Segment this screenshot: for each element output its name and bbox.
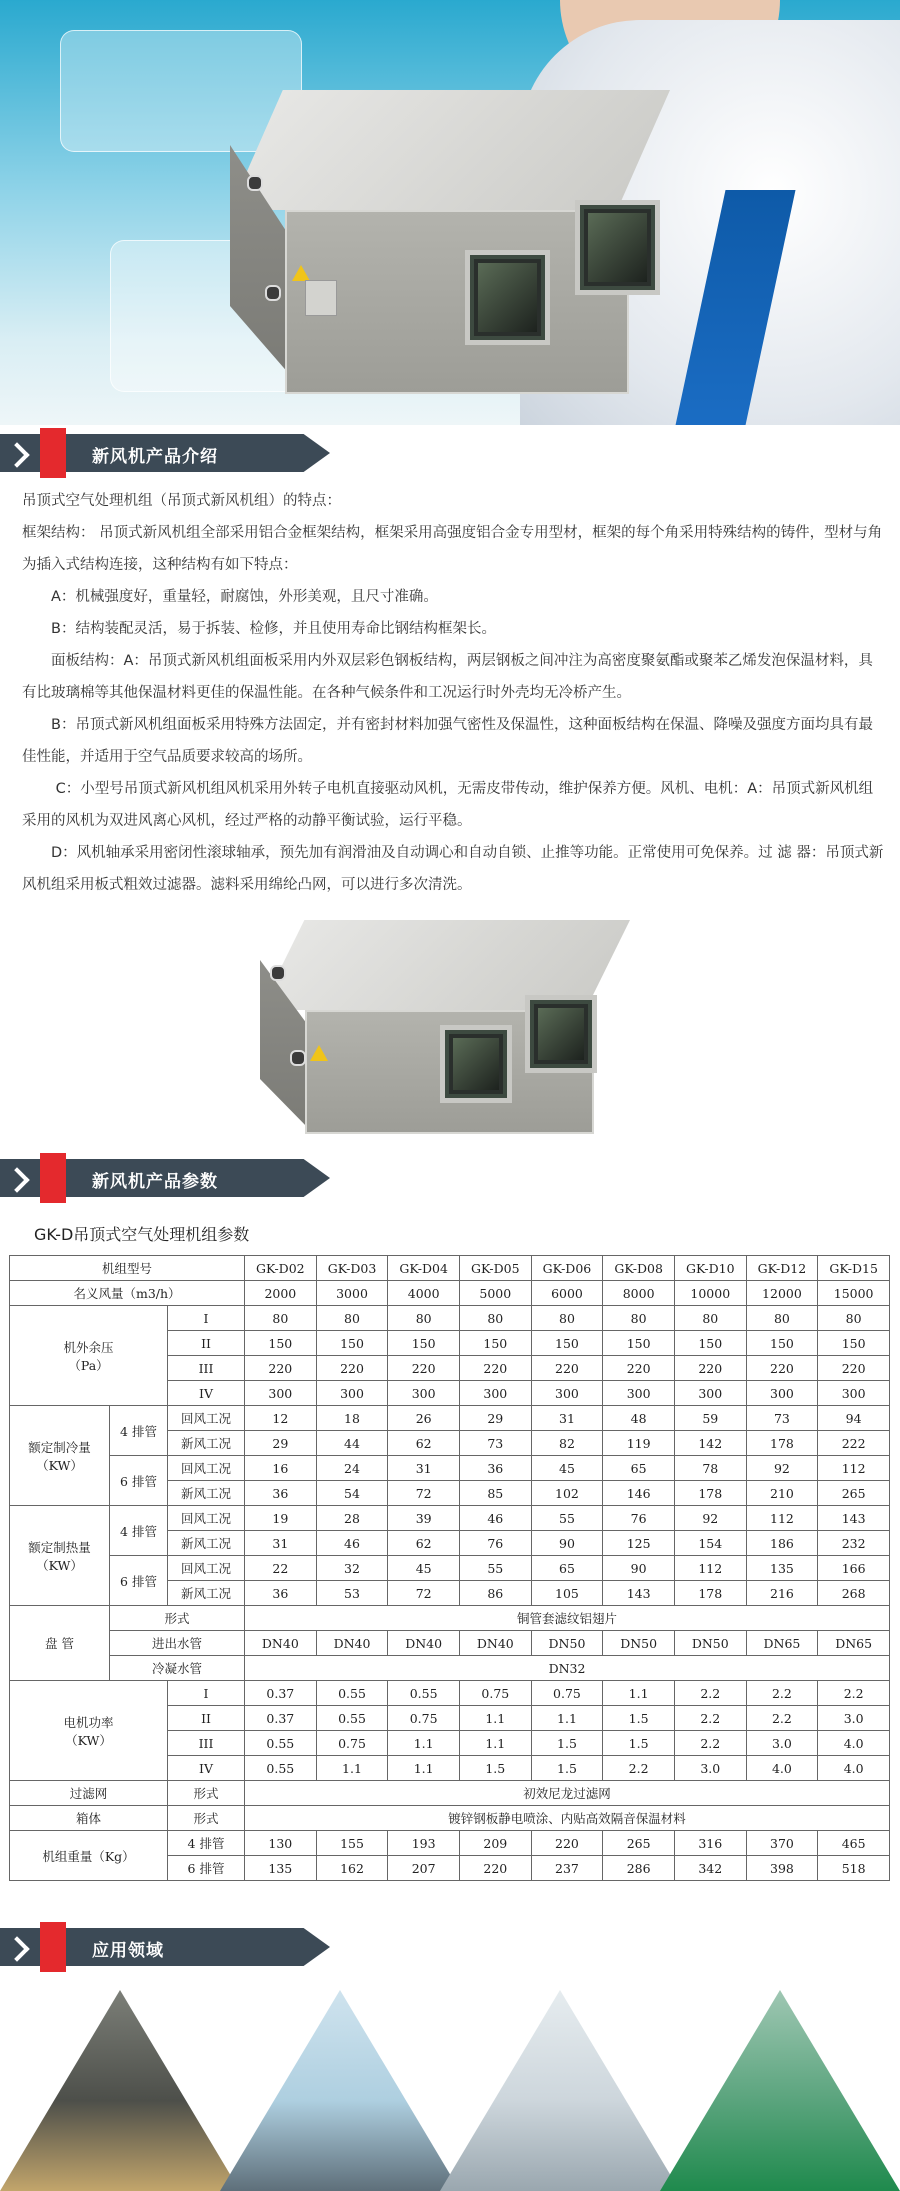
- value-cell: 220: [459, 1856, 531, 1881]
- condition-cell: 回风工况: [168, 1506, 245, 1531]
- value-cell: 186: [746, 1531, 818, 1556]
- value-cell: 112: [818, 1456, 890, 1481]
- intro-paragraph: 吊顶式空气处理机组（吊顶式新风机组）的特点：: [22, 493, 341, 509]
- table-row: [10, 1631, 890, 1656]
- condition-cell: 回风工况: [168, 1556, 245, 1581]
- value-cell: 142: [674, 1431, 746, 1456]
- intro-paragraph: B：吊顶式新风机组面板采用特殊方法固定，并有密封材料加强气密性及保温性，这种面板结构在保温、降噪及强度方面均具有最佳性能，并适用于空气品质要求较高的场所。: [22, 717, 873, 765]
- value-cell: 1.5: [603, 1731, 675, 1756]
- sub-header: 进出水管: [110, 1631, 245, 1656]
- value-cell: 220: [674, 1356, 746, 1381]
- value-cell: DN40: [388, 1631, 460, 1656]
- value-cell: 1.1: [603, 1681, 675, 1706]
- value-cell: DN32: [245, 1656, 890, 1681]
- value-cell: 300: [388, 1381, 460, 1406]
- value-cell: 15000: [818, 1281, 890, 1306]
- row-header: 机组重量（Kg）: [10, 1831, 168, 1881]
- value-cell: 4.0: [818, 1731, 890, 1756]
- app-clean-workshop-image: [660, 1990, 900, 2191]
- value-cell: 1.1: [459, 1731, 531, 1756]
- intro-paragraph: 框架结构： 吊顶式新风机组全部采用铝合金框架结构，框架采用高强度铝合金专用型材，框架的每个角采用特殊结构的铸件，型材与角为插入式结构连接，这种结构有如下特点：: [22, 525, 883, 573]
- value-cell: 46: [316, 1531, 388, 1556]
- value-cell: 1.1: [459, 1706, 531, 1731]
- spec-table: [9, 1255, 890, 1881]
- intro-paragraph: A：机械强度好，重量轻，耐腐蚀，外形美观，且尺寸准确。: [22, 589, 438, 605]
- row-label: 额定制热量: [28, 1539, 91, 1555]
- value-cell: 62: [388, 1431, 460, 1456]
- model-header: GK-D12: [746, 1256, 818, 1281]
- row-header: [10, 1681, 168, 1781]
- condition-cell: 新风工况: [168, 1581, 245, 1606]
- value-cell: 62: [388, 1531, 460, 1556]
- value-cell: DN40: [245, 1631, 317, 1656]
- value-cell: 0.37: [245, 1681, 317, 1706]
- value-cell: 210: [746, 1481, 818, 1506]
- value-cell: 85: [459, 1481, 531, 1506]
- value-cell: 0.55: [316, 1706, 388, 1731]
- value-cell: 29: [245, 1431, 317, 1456]
- row-unit: （KW）: [36, 1457, 83, 1473]
- value-cell: 135: [746, 1556, 818, 1581]
- value-cell: 300: [746, 1381, 818, 1406]
- sub-header: 形式: [168, 1806, 245, 1831]
- value-cell: 72: [388, 1581, 460, 1606]
- table-row: [10, 1656, 890, 1681]
- value-cell: 150: [603, 1331, 675, 1356]
- value-cell: 1.1: [531, 1706, 603, 1731]
- value-cell: 154: [674, 1531, 746, 1556]
- value-cell: 1.1: [316, 1756, 388, 1781]
- value-cell: 125: [603, 1531, 675, 1556]
- value-cell: 3.0: [818, 1706, 890, 1731]
- condition-cell: 回风工况: [168, 1406, 245, 1431]
- value-cell: 36: [245, 1581, 317, 1606]
- section-title: 应用领域: [92, 1941, 164, 1961]
- value-cell: 102: [531, 1481, 603, 1506]
- value-cell: 220: [245, 1356, 317, 1381]
- level-cell: IV: [168, 1756, 245, 1781]
- sub-header: 6 排管: [168, 1856, 245, 1881]
- model-header: GK-D03: [316, 1256, 388, 1281]
- value-cell: 220: [818, 1356, 890, 1381]
- value-cell: 65: [531, 1556, 603, 1581]
- value-cell: 29: [459, 1406, 531, 1431]
- intro-paragraph: C：小型号吊顶式新风机组风机采用外转子电机直接驱动风机，无需皮带传动，维护保养方便。风机、电机：A：吊顶式新风机组采用的风机为双进风离心风机，经过严格的动静平衡试验，运行平稳。: [22, 781, 874, 829]
- table-row: [10, 1606, 890, 1631]
- model-header: GK-D08: [603, 1256, 675, 1281]
- sub-header: 4 排管: [110, 1506, 168, 1556]
- value-cell: 80: [388, 1306, 460, 1331]
- value-cell: 150: [746, 1331, 818, 1356]
- value-cell: 53: [316, 1581, 388, 1606]
- value-cell: 300: [531, 1381, 603, 1406]
- value-cell: 222: [818, 1431, 890, 1456]
- value-cell: 143: [818, 1506, 890, 1531]
- value-cell: 398: [746, 1856, 818, 1881]
- value-cell: 2000: [245, 1281, 317, 1306]
- value-cell: 220: [316, 1356, 388, 1381]
- section-header-intro: [0, 428, 330, 478]
- value-cell: 143: [603, 1581, 675, 1606]
- value-cell: 300: [245, 1381, 317, 1406]
- level-cell: II: [168, 1706, 245, 1731]
- value-cell: 90: [603, 1556, 675, 1581]
- section-header-apps: [0, 1922, 330, 1972]
- value-cell: 316: [674, 1831, 746, 1856]
- table-row: [10, 1406, 890, 1431]
- value-cell: 80: [818, 1306, 890, 1331]
- value-cell: 0.75: [531, 1681, 603, 1706]
- value-cell: 3000: [316, 1281, 388, 1306]
- value-cell: 112: [746, 1506, 818, 1531]
- table-row: [10, 1281, 890, 1306]
- section-title: 新风机产品参数: [92, 1172, 218, 1192]
- value-cell: DN50: [531, 1631, 603, 1656]
- value-cell: 2.2: [603, 1756, 675, 1781]
- value-cell: 26: [388, 1406, 460, 1431]
- value-cell: 0.37: [245, 1706, 317, 1731]
- app-food-factory-image: [0, 1990, 240, 2191]
- value-cell: 80: [746, 1306, 818, 1331]
- value-cell: 31: [531, 1406, 603, 1431]
- row-label: 机外余压: [63, 1339, 114, 1355]
- level-cell: I: [168, 1306, 245, 1331]
- value-cell: 45: [531, 1456, 603, 1481]
- level-cell: III: [168, 1356, 245, 1381]
- value-cell: 2.2: [746, 1706, 818, 1731]
- value-cell: 65: [603, 1456, 675, 1481]
- value-cell: 150: [388, 1331, 460, 1356]
- level-cell: II: [168, 1331, 245, 1356]
- value-cell: 80: [674, 1306, 746, 1331]
- row-header: 过滤网: [10, 1781, 168, 1806]
- value-cell: 4.0: [818, 1756, 890, 1781]
- value-cell: 76: [459, 1531, 531, 1556]
- value-cell: 4000: [388, 1281, 460, 1306]
- value-cell: 0.55: [245, 1731, 317, 1756]
- air-handler-image: [260, 920, 630, 1140]
- value-cell: DN65: [746, 1631, 818, 1656]
- value-cell: 铜管套滤纹铝翅片: [245, 1606, 890, 1631]
- row-unit: （KW）: [36, 1557, 83, 1573]
- value-cell: 80: [603, 1306, 675, 1331]
- value-cell: 265: [818, 1481, 890, 1506]
- table-row: [10, 1556, 890, 1581]
- value-cell: 28: [316, 1506, 388, 1531]
- value-cell: 300: [603, 1381, 675, 1406]
- value-cell: 2.2: [674, 1681, 746, 1706]
- value-cell: 36: [459, 1456, 531, 1481]
- value-cell: DN65: [818, 1631, 890, 1656]
- row-unit: （Pa）: [68, 1357, 109, 1373]
- sub-header: 形式: [110, 1606, 245, 1631]
- row-unit: （KW）: [65, 1732, 112, 1748]
- table-row: [10, 1256, 890, 1281]
- value-cell: 82: [531, 1431, 603, 1456]
- intro-paragraph: B：结构装配灵活，易于拆装、检修，并且使用寿命比钢结构框架长。: [22, 621, 496, 637]
- value-cell: 92: [746, 1456, 818, 1481]
- sub-header: 4 排管: [110, 1406, 168, 1456]
- table-row: [10, 1456, 890, 1481]
- row-header: 机组型号: [10, 1256, 245, 1281]
- app-operating-room-image: [220, 1990, 460, 2191]
- value-cell: 237: [531, 1856, 603, 1881]
- table-row: [10, 1831, 890, 1856]
- value-cell: 150: [674, 1331, 746, 1356]
- value-cell: 54: [316, 1481, 388, 1506]
- air-handler-image: [230, 90, 670, 420]
- value-cell: 镀锌钢板静电喷涂、内贴高效隔音保温材料: [245, 1806, 890, 1831]
- value-cell: 300: [316, 1381, 388, 1406]
- value-cell: DN40: [459, 1631, 531, 1656]
- value-cell: 0.55: [388, 1681, 460, 1706]
- value-cell: 80: [459, 1306, 531, 1331]
- level-cell: III: [168, 1731, 245, 1756]
- value-cell: 5000: [459, 1281, 531, 1306]
- value-cell: 44: [316, 1431, 388, 1456]
- level-cell: I: [168, 1681, 245, 1706]
- value-cell: 92: [674, 1506, 746, 1531]
- value-cell: 0.55: [316, 1681, 388, 1706]
- condition-cell: 新风工况: [168, 1431, 245, 1456]
- value-cell: 209: [459, 1831, 531, 1856]
- value-cell: 193: [388, 1831, 460, 1856]
- value-cell: 1.5: [531, 1731, 603, 1756]
- value-cell: 2.2: [674, 1731, 746, 1756]
- model-header: GK-D10: [674, 1256, 746, 1281]
- row-header: 盘 管: [10, 1606, 110, 1681]
- value-cell: 166: [818, 1556, 890, 1581]
- sub-header: 6 排管: [110, 1556, 168, 1606]
- value-cell: 220: [388, 1356, 460, 1381]
- sub-header: 冷凝水管: [110, 1656, 245, 1681]
- intro-paragraph: D：风机轴承采用密闭性滚球轴承，预先加有润滑油及自动调心和自动自锁、止推等功能。正常使用可免保养。过 滤 器：吊顶式新风机组采用板式粗效过滤器。滤料采用绵纶凸网，可以进行多次清洗。: [22, 845, 884, 893]
- value-cell: 232: [818, 1531, 890, 1556]
- value-cell: 370: [746, 1831, 818, 1856]
- row-header: [10, 1306, 168, 1406]
- value-cell: 55: [459, 1556, 531, 1581]
- value-cell: DN40: [316, 1631, 388, 1656]
- value-cell: 130: [245, 1831, 317, 1856]
- intro-text: [22, 485, 884, 901]
- table-row: [10, 1306, 890, 1331]
- value-cell: 36: [245, 1481, 317, 1506]
- value-cell: 22: [245, 1556, 317, 1581]
- value-cell: 220: [459, 1356, 531, 1381]
- value-cell: 0.75: [316, 1731, 388, 1756]
- value-cell: 220: [531, 1831, 603, 1856]
- value-cell: 16: [245, 1456, 317, 1481]
- value-cell: 0.55: [245, 1756, 317, 1781]
- hero-banner: [0, 0, 900, 425]
- applications-strip: [0, 1990, 900, 2191]
- value-cell: 150: [245, 1331, 317, 1356]
- value-cell: 45: [388, 1556, 460, 1581]
- value-cell: 268: [818, 1581, 890, 1606]
- value-cell: 300: [674, 1381, 746, 1406]
- value-cell: 32: [316, 1556, 388, 1581]
- params-table-title: GK-D吊顶式空气处理机组参数: [34, 1225, 250, 1244]
- model-header: GK-D02: [245, 1256, 317, 1281]
- value-cell: 1.5: [603, 1706, 675, 1731]
- value-cell: 150: [316, 1331, 388, 1356]
- value-cell: 150: [531, 1331, 603, 1356]
- section-title: 新风机产品介绍: [92, 447, 218, 467]
- value-cell: 207: [388, 1856, 460, 1881]
- value-cell: 220: [746, 1356, 818, 1381]
- value-cell: 46: [459, 1506, 531, 1531]
- value-cell: 78: [674, 1456, 746, 1481]
- value-cell: 12: [245, 1406, 317, 1431]
- value-cell: 162: [316, 1856, 388, 1881]
- value-cell: 73: [459, 1431, 531, 1456]
- value-cell: 39: [388, 1506, 460, 1531]
- condition-cell: 回风工况: [168, 1456, 245, 1481]
- value-cell: 150: [818, 1331, 890, 1356]
- value-cell: 80: [316, 1306, 388, 1331]
- value-cell: DN50: [674, 1631, 746, 1656]
- value-cell: 73: [746, 1406, 818, 1431]
- value-cell: 4.0: [746, 1756, 818, 1781]
- sub-header: 4 排管: [168, 1831, 245, 1856]
- row-label: 额定制冷量: [28, 1439, 91, 1455]
- value-cell: 1.5: [459, 1756, 531, 1781]
- value-cell: 1.5: [531, 1756, 603, 1781]
- value-cell: 465: [818, 1831, 890, 1856]
- sub-header: 6 排管: [110, 1456, 168, 1506]
- value-cell: 155: [316, 1831, 388, 1856]
- value-cell: 216: [746, 1581, 818, 1606]
- value-cell: 2.2: [818, 1681, 890, 1706]
- value-cell: DN50: [603, 1631, 675, 1656]
- value-cell: 119: [603, 1431, 675, 1456]
- value-cell: 135: [245, 1856, 317, 1881]
- value-cell: 55: [531, 1506, 603, 1531]
- value-cell: 2.2: [746, 1681, 818, 1706]
- value-cell: 94: [818, 1406, 890, 1431]
- value-cell: 518: [818, 1856, 890, 1881]
- value-cell: 1.1: [388, 1756, 460, 1781]
- row-header: 箱体: [10, 1806, 168, 1831]
- value-cell: 18: [316, 1406, 388, 1431]
- condition-cell: 新风工况: [168, 1531, 245, 1556]
- model-header: GK-D15: [818, 1256, 890, 1281]
- value-cell: 300: [459, 1381, 531, 1406]
- value-cell: 初效尼龙过滤网: [245, 1781, 890, 1806]
- row-header: 名义风量（m3/h）: [10, 1281, 245, 1306]
- value-cell: 76: [603, 1506, 675, 1531]
- value-cell: 59: [674, 1406, 746, 1431]
- model-header: GK-D04: [388, 1256, 460, 1281]
- value-cell: 112: [674, 1556, 746, 1581]
- table-row: [10, 1681, 890, 1706]
- value-cell: 1.1: [388, 1731, 460, 1756]
- value-cell: 2.2: [674, 1706, 746, 1731]
- level-cell: IV: [168, 1381, 245, 1406]
- value-cell: 220: [603, 1356, 675, 1381]
- value-cell: 31: [388, 1456, 460, 1481]
- value-cell: 342: [674, 1856, 746, 1881]
- value-cell: 12000: [746, 1281, 818, 1306]
- value-cell: 48: [603, 1406, 675, 1431]
- value-cell: 6000: [531, 1281, 603, 1306]
- row-header: [10, 1506, 110, 1606]
- row-header: [10, 1406, 110, 1506]
- value-cell: 0.75: [459, 1681, 531, 1706]
- value-cell: 286: [603, 1856, 675, 1881]
- value-cell: 80: [245, 1306, 317, 1331]
- value-cell: 178: [674, 1581, 746, 1606]
- value-cell: 265: [603, 1831, 675, 1856]
- table-row: [10, 1781, 890, 1806]
- sub-header: 形式: [168, 1781, 245, 1806]
- value-cell: 0.75: [388, 1706, 460, 1731]
- value-cell: 300: [818, 1381, 890, 1406]
- value-cell: 19: [245, 1506, 317, 1531]
- value-cell: 86: [459, 1581, 531, 1606]
- value-cell: 31: [245, 1531, 317, 1556]
- value-cell: 24: [316, 1456, 388, 1481]
- value-cell: 3.0: [746, 1731, 818, 1756]
- model-header: GK-D06: [531, 1256, 603, 1281]
- value-cell: 146: [603, 1481, 675, 1506]
- row-label: 电机功率: [63, 1714, 114, 1730]
- value-cell: 178: [746, 1431, 818, 1456]
- value-cell: 80: [531, 1306, 603, 1331]
- app-laboratory-image: [440, 1990, 680, 2191]
- value-cell: 105: [531, 1581, 603, 1606]
- value-cell: 90: [531, 1531, 603, 1556]
- value-cell: 10000: [674, 1281, 746, 1306]
- value-cell: 150: [459, 1331, 531, 1356]
- value-cell: 8000: [603, 1281, 675, 1306]
- intro-paragraph: 面板结构：A：吊顶式新风机组面板采用内外双层彩色钢板结构，两层钢板之间冲注为高密度聚氨酯或聚苯乙烯发泡保温材料，具有比玻璃棉等其他保温材料更佳的保温性能。在各种气候条件和工况运行时外壳均无冷桥产生。: [22, 653, 873, 701]
- section-header-params: [0, 1153, 330, 1203]
- condition-cell: 新风工况: [168, 1481, 245, 1506]
- value-cell: 220: [531, 1356, 603, 1381]
- value-cell: 72: [388, 1481, 460, 1506]
- table-row: [10, 1806, 890, 1831]
- model-header: GK-D05: [459, 1256, 531, 1281]
- value-cell: 3.0: [674, 1756, 746, 1781]
- table-row: [10, 1506, 890, 1531]
- value-cell: 178: [674, 1481, 746, 1506]
